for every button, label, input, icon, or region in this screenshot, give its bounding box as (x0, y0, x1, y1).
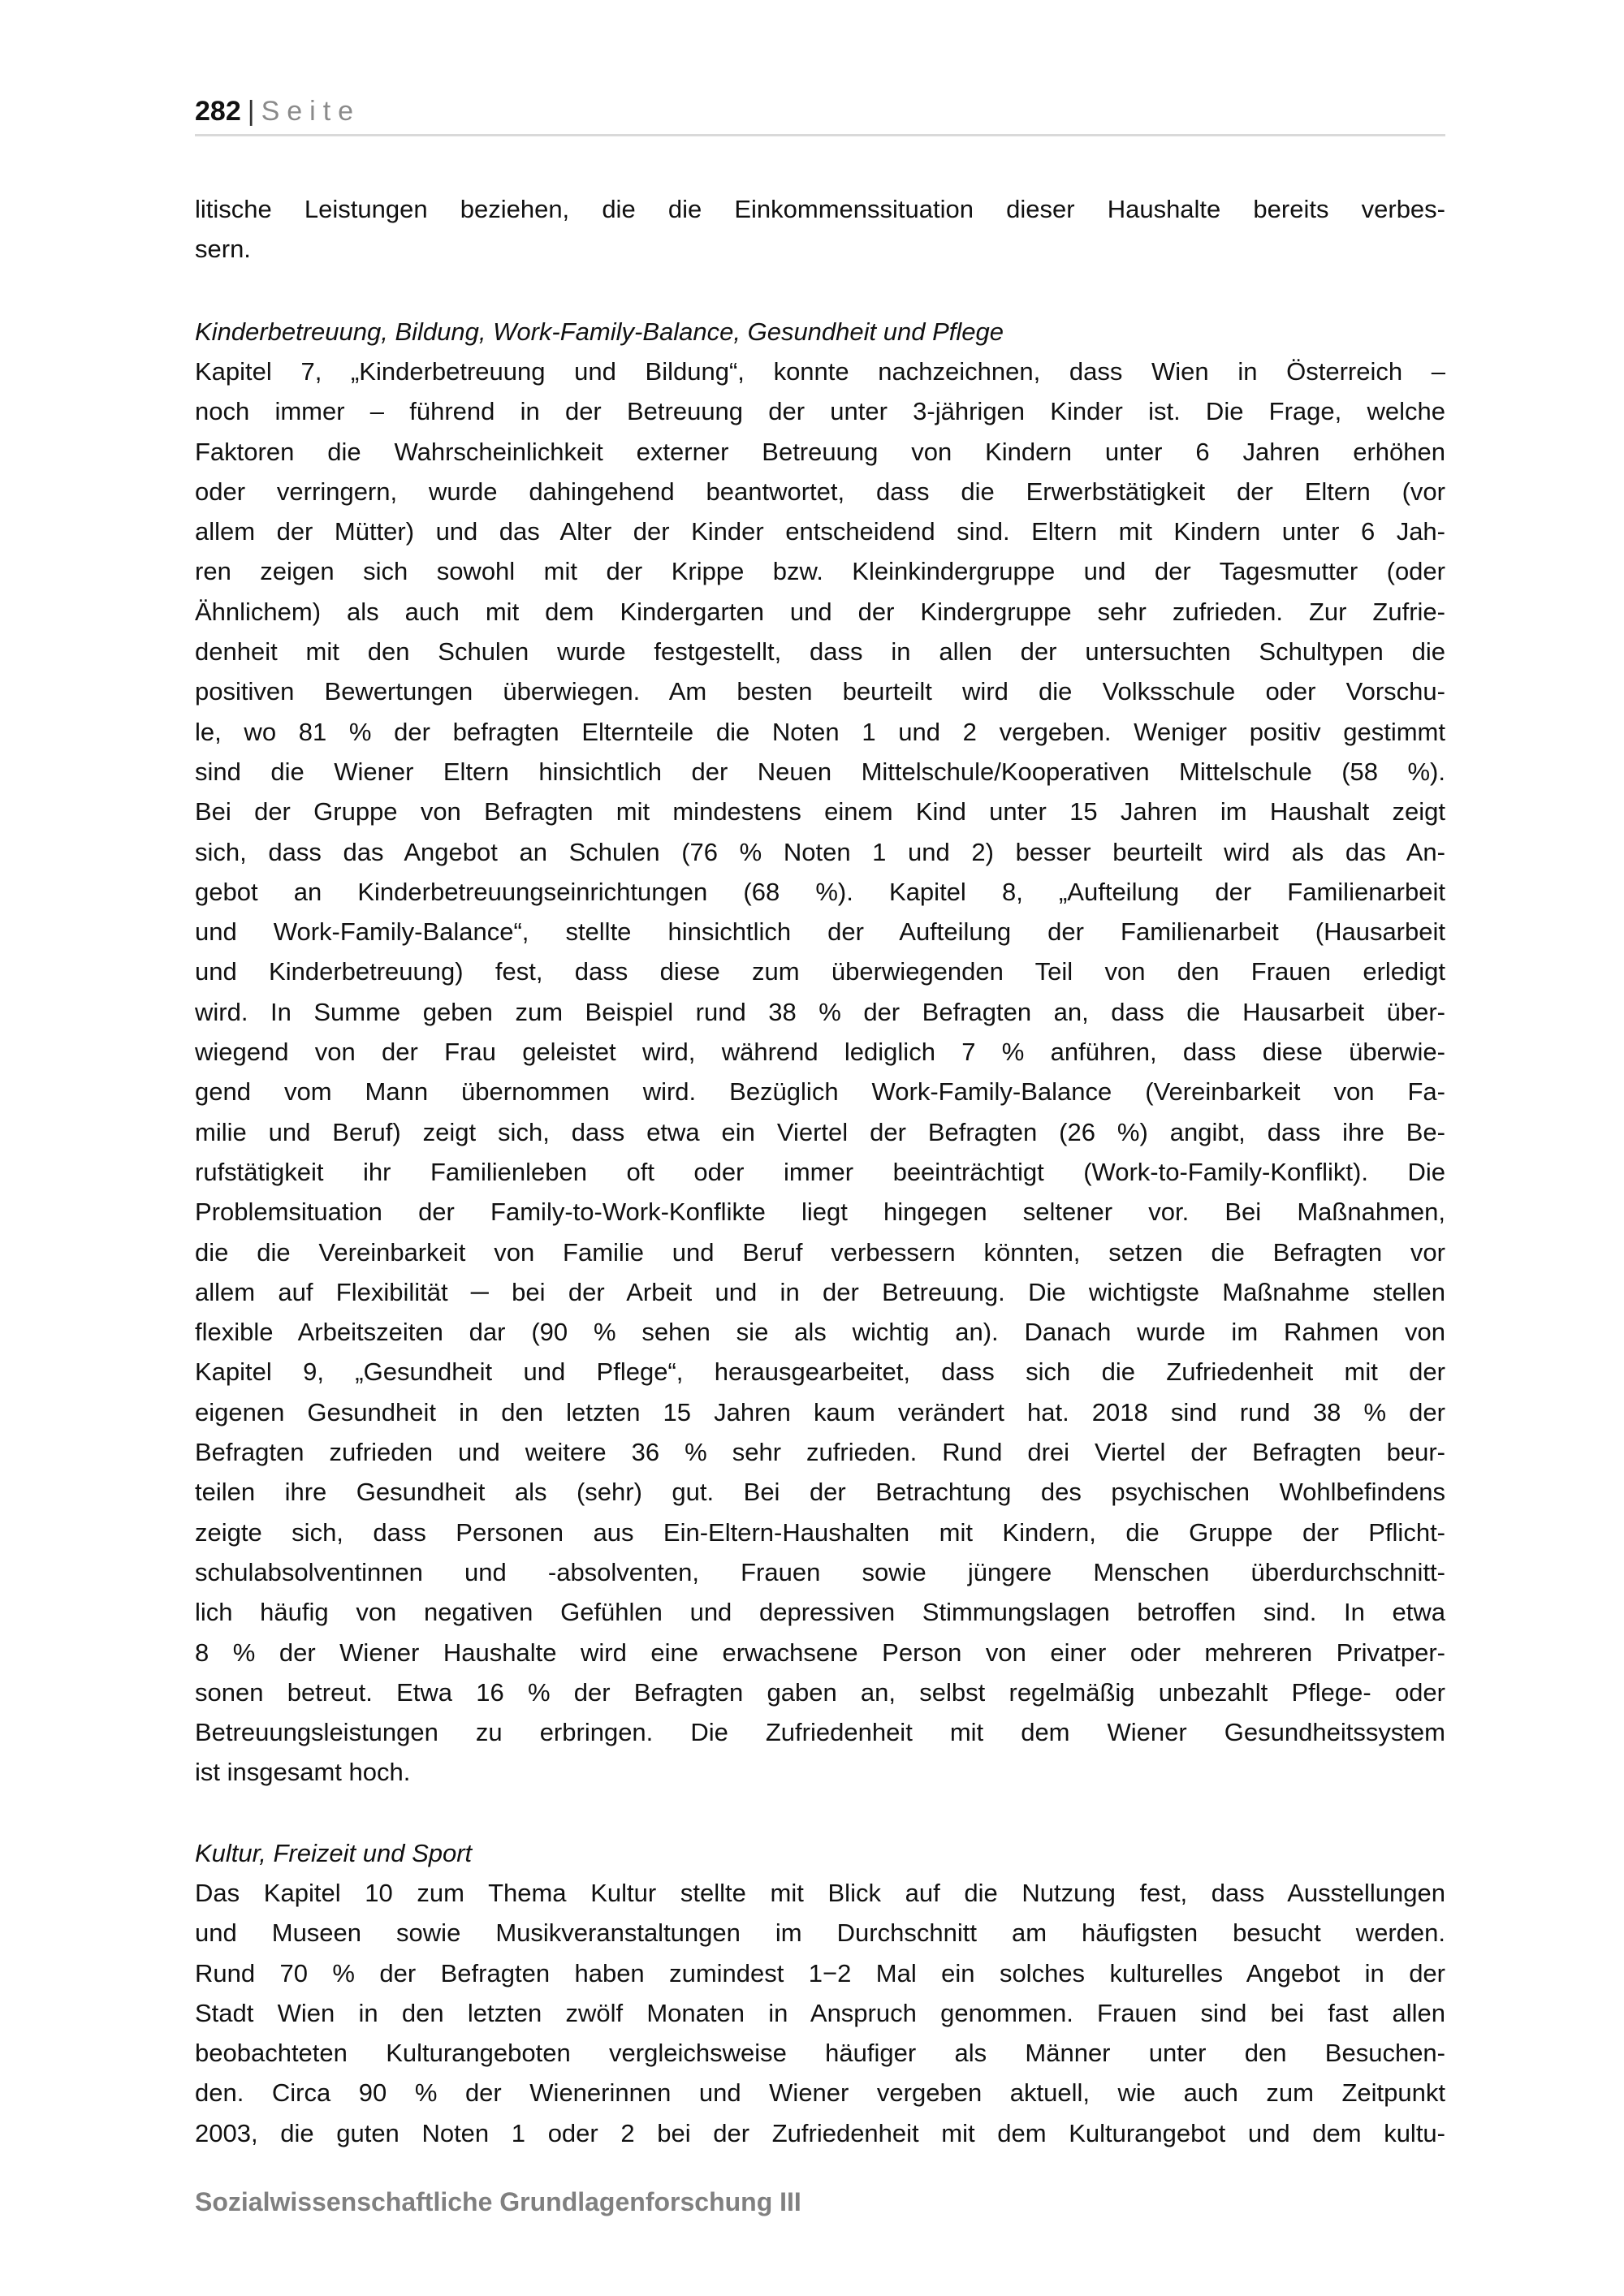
text-line: rufstätigkeit ihr Familienleben oft oder immer beeinträchtigt (Work-to-Family-Konflikt). Die (195, 1157, 1445, 1186)
text-line: zeigte sich, dass Personen aus Ein-Eltern-Haushalten mit Kindern, die Gruppe der Pflicht- (195, 1517, 1445, 1547)
text-line: den. Circa 90 % der Wienerinnen und Wiener vergeben aktuell, wie auch zum Zeitpunkt (195, 2078, 1445, 2108)
text-line: Befragten zufrieden und weitere 36 % sehr zufrieden. Rund drei Viertel der Befragten beur- (195, 1438, 1445, 1467)
text-line: sonen betreut. Etwa 16 % der Befragten gaben an, selbst regelmäßig unbezahlt Pflege- oder (195, 1677, 1445, 1707)
text-line: Problemsituation der Family-to-Work-Konflikte liegt hingegen seltener vor. Bei Maßnahmen, (195, 1198, 1445, 1227)
text-line: Kapitel 9, „Gesundheit und Pflege“, herausgearbeitet, dass sich die Zufriedenheit mit der (195, 1357, 1445, 1387)
text-line: lich häufig von negativen Gefühlen und depressiven Stimmungslagen betroffen sind. In etwa (195, 1598, 1445, 1627)
text-line: Bei der Gruppe von Befragten mit mindestens einem Kind unter 15 Jahren im Haushalt zeigt (195, 797, 1445, 826)
text-line: sern. (195, 235, 251, 264)
page-label: Seite (261, 96, 361, 127)
text-line: Ähnlichem) als auch mit dem Kindergarten und der Kindergruppe sehr zufrieden. Zur Zufrie- (195, 597, 1445, 626)
text-line: Rund 70 % der Befragten haben zumindest 1−2 Mal ein solches kulturelles Angebot in der (195, 1958, 1445, 1987)
text-line: oder verringern, wurde dahingehend beantwortet, dass die Erwerbstätigkeit der Eltern (vor (195, 477, 1445, 506)
text-line: 8 % der Wiener Haushalte wird eine erwachsene Person von einer oder mehreren Privatper- (195, 1638, 1445, 1667)
text-line: gebot an Kinderbetreuungseinrichtungen (68 %). Kapitel 8, „Aufteilung der Familienarbeit (195, 877, 1445, 906)
text-line: 2003, die guten Noten 1 oder 2 bei der Zufriedenheit mit dem Kulturangebot und dem kultu- (195, 2118, 1445, 2147)
text-line: teilen ihre Gesundheit als (sehr) gut. Bei der Betrachtung des psychischen Wohlbefindens (195, 1478, 1445, 1507)
text-line: gend vom Mann übernommen wird. Bezüglich Work-Family-Balance (Vereinbarkeit von Fa- (195, 1077, 1445, 1107)
text-line: wiegend von der Frau geleistet wird, während lediglich 7 % anführen, dass diese überwie- (195, 1038, 1445, 1067)
page-footer: Sozialwissenschaftliche Grundlagenforschung III (195, 2187, 801, 2216)
paragraph-kultur (195, 1873, 1445, 2153)
section-heading-kultur (195, 1833, 1445, 1873)
text-line: noch immer – führend in der Betreuung der unter 3-jährigen Kinder ist. Die Frage, welche (195, 397, 1445, 426)
text-line: schulabsolventinnen und -absolventen, Frauen sowie jüngere Menschen überdurchschnitt- (195, 1557, 1445, 1586)
text-line: Betreuungsleistungen zu erbringen. Die Zufriedenheit mit dem Wiener Gesundheitssystem (195, 1718, 1445, 1747)
text-line: Das Kapitel 10 zum Thema Kultur stellte mit Blick auf die Nutzung fest, dass Ausstellungen (195, 1879, 1445, 1907)
text-line: flexible Arbeitszeiten dar (90 % sehen sie als wichtig an). Danach wurde im Rahmen von (195, 1318, 1445, 1347)
page-header (195, 91, 361, 132)
text-line: milie und Beruf) zeigt sich, dass etwa ein Viertel der Befragten (26 %) angibt, dass ihre Be- (195, 1117, 1445, 1146)
text-line: und Kinderbetreuung) fest, dass diese zum überwiegenden Teil von den Frauen erledigt (195, 957, 1445, 986)
text-line: allem der Mütter) und das Alter der Kinder entscheidend sind. Eltern mit Kindern unter 6 Jah- (195, 517, 1445, 546)
section-heading: Kinderbetreuung, Bildung, Work-Family-Balance, Gesundheit und Pflege (195, 317, 1004, 346)
section-heading-kinderbetreuung (195, 312, 1445, 352)
text-line: Stadt Wien in den letzten zwölf Monaten in Anspruch genommen. Frauen sind bei fast allen (195, 1998, 1445, 2027)
text-line: sind die Wiener Eltern hinsichtlich der Neuen Mittelschule/Kooperativen Mittelschule (58 %). (195, 757, 1445, 786)
text-line: Faktoren die Wahrscheinlichkeit externer Betreuung von Kindern unter 6 Jahren erhöhen (195, 437, 1445, 466)
page-number: 282 (195, 96, 241, 127)
text-line: und Work-Family-Balance“, stellte hinsichtlich der Aufteilung der Familienarbeit (Hausarbeit (195, 917, 1445, 947)
text-line: die die Vereinbarkeit von Familie und Beruf verbessern könnten, setzen die Befragten vor (195, 1237, 1445, 1267)
text-line: le, wo 81 % der befragten Elternteile die Noten 1 und 2 vergeben. Weniger positiv gestimmt (195, 717, 1445, 746)
header-separator: | (247, 96, 255, 127)
text-line: ren zeigen sich sowohl mit der Krippe bzw. Kleinkindergruppe und der Tagesmutter (oder (195, 557, 1445, 586)
text-line: positiven Bewertungen überwiegen. Am besten beurteilt wird die Volksschule oder Vorschu- (195, 677, 1445, 706)
text-line: denheit mit den Schulen wurde festgestellt, dass in allen der untersuchten Schultypen die (195, 637, 1445, 667)
text-line: beobachteten Kulturangeboten vergleichsweise häufiger als Männer unter den Besuchen- (195, 2039, 1445, 2068)
text-line: wird. In Summe geben zum Beispiel rund 38 % der Befragten an, dass die Hausarbeit über- (195, 997, 1445, 1026)
text-line: allem auf Flexibilität ─ bei der Arbeit und in der Betreuung. Die wichtigste Maßnahme stellen (195, 1277, 1445, 1306)
text-line: Kapitel 7, „Kinderbetreuung und Bildung“, konnte nachzeichnen, dass Wien in Österreich – (195, 357, 1445, 386)
text-line: eigenen Gesundheit in den letzten 15 Jahren kaum verändert hat. 2018 sind rund 38 % der (195, 1397, 1445, 1426)
paragraph-kinderbetreuung (195, 352, 1445, 1793)
section-heading: Kultur, Freizeit und Sport (195, 1839, 473, 1867)
text-line: und Museen sowie Musikveranstaltungen im Durchschnitt am häufigsten besucht werden. (195, 1918, 1445, 1948)
text-line: sich, dass das Angebot an Schulen (76 % Noten 1 und 2) besser beurteilt wird als das An- (195, 837, 1445, 866)
text-line: ist insgesamt hoch. (195, 1758, 411, 1787)
text-line: litische Leistungen beziehen, die die Einkommenssituation dieser Haushalte bereits verbes- (195, 195, 1445, 223)
header-rule (195, 134, 1445, 136)
paragraph-intro (195, 189, 1445, 270)
